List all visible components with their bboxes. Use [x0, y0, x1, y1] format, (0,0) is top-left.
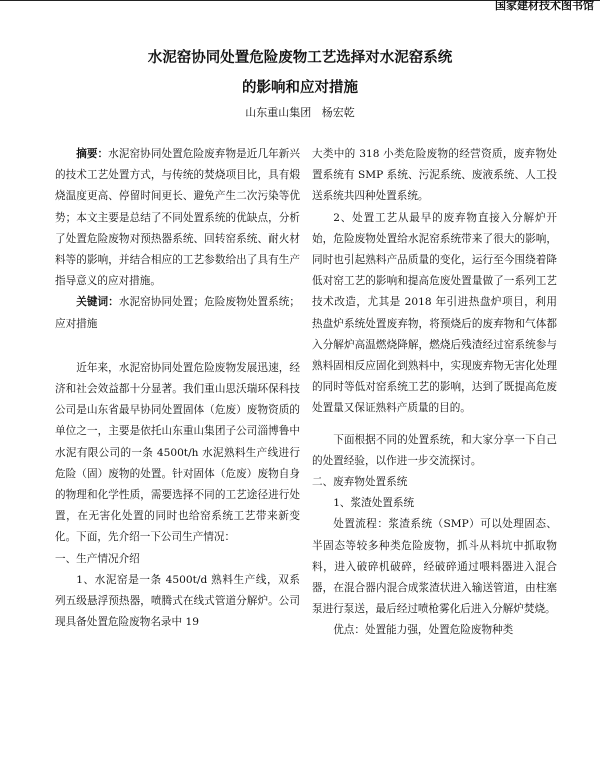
- paragraph-production-1-continued: 大类中的 318 小类危险废物的经营资质，废弃物处置系统有 SMP 系统、污泥系统、废液系统、人工投送系统共四种处置系统。: [312, 148, 557, 203]
- paper-title-line-1: 水泥窑协同处置危险废物工艺选择对水泥窑系统: [147, 49, 453, 66]
- paragraph-advantages: 优点：处置能力强，处置危险废物种类: [333, 624, 514, 637]
- section-heading-2: 二、废弃物处置系统: [312, 476, 408, 489]
- abstract-label: 摘要：: [76, 148, 109, 160]
- left-column: [55, 144, 300, 633]
- paragraph-production-2: 2、处置工艺从最早的废弃物直接入分解炉开始，危险废物处置给水泥窑系统带来了很大的影响，同时也引起熟料产品质量的变化，运行至今围绕着降低对窑工艺的影响和提高危废处置量做了一系列工艺技术改造，尤其是 2018 年引进热盘炉项目，利用热盘炉系统处置废弃物，将预烧后的废弃物和气体都入分解炉高温燃烧降解，燃烧后残渣经过窑系统参与熟料固相反应固化到熟料中，实现废弃物无害化处理的同时等低对窑系统工艺的影响，达到了既提高危废处置量又保证熟料产质量的目的。: [312, 211, 557, 415]
- right-column: [312, 144, 557, 642]
- author-organization: 山东重山集团: [245, 106, 312, 119]
- section-heading-1: 一、生产情况介绍: [55, 552, 140, 565]
- paragraph-production-1: 1、水泥窑是一条 4500t/d 熟料生产线，双系列五级悬浮预热器，喷腾式在线式管道分解炉。公司现具备处置危险废物名录中 19: [55, 573, 300, 629]
- author-name: 杨宏乾: [321, 106, 355, 119]
- intro-paragraph: 近年来，水泥窑协同处置危险废物发展迅速，经济和社会效益都十分显著。我们重山思沃瑞环保科技公司是山东省最早协同处置固体（危废）废物资质的单位之一，主要是依托山东重山集团子公司淄博鲁中水泥有限公司的一条 4500t/h 水泥熟料生产线进行危险（固）废物的处置。针对固体（危废）废物自身的物理和化学性质，需要选择不同的工艺途径进行处置，在无害化处置的同时也给窑系统工艺带来新变化。下面，先介绍一下公司生产情况：: [55, 361, 300, 544]
- keywords-text: 水泥窑协同处置；危险废物处置系统；应对措施: [55, 296, 301, 330]
- running-header: [0, 0, 600, 14]
- abstract-text: 水泥窑协同处置危险废弃物是近几年新兴的技术工艺处置方式，与传统的焚烧项目比，具有煅烧温度更高、停留时间更长、避免产生二次污染等优势；本文主要是总结了不同处置系统的优缺点，分析了处置危险废物对预热器系统、回转窑系统、耐火材料等的影响，并结合相应的工艺参数给出了具有生产指导意义的应对措施。: [55, 148, 300, 288]
- series-title: 国家建材技术图书馆: [495, 0, 594, 12]
- subsection-heading-slurry: 1、浆渣处置系统: [333, 497, 415, 510]
- paper-title-line-2: 的影响和应对措施: [242, 79, 358, 96]
- keywords: [55, 292, 300, 334]
- paragraph-process-flow: 处置流程：浆渣系统（SMP）可以处理固态、半固态等较多种类危险废物，抓斗从料坑中抓取物料，进入破碎机破碎，经破碎通过喂料器进入混合器，在混合器内混合成浆渣状进入输送管道，由柱塞泵进行泵送，最后经过喷枪雾化后进入分解炉焚烧。: [312, 518, 557, 616]
- byline: [0, 104, 600, 120]
- paragraph-sharing: 下面根据不同的处置系统，和大家分享一下自己的处置经验，以作进一步交流探讨。: [312, 433, 557, 467]
- keywords-label: 关键词：: [76, 296, 119, 309]
- abstract: [55, 144, 300, 292]
